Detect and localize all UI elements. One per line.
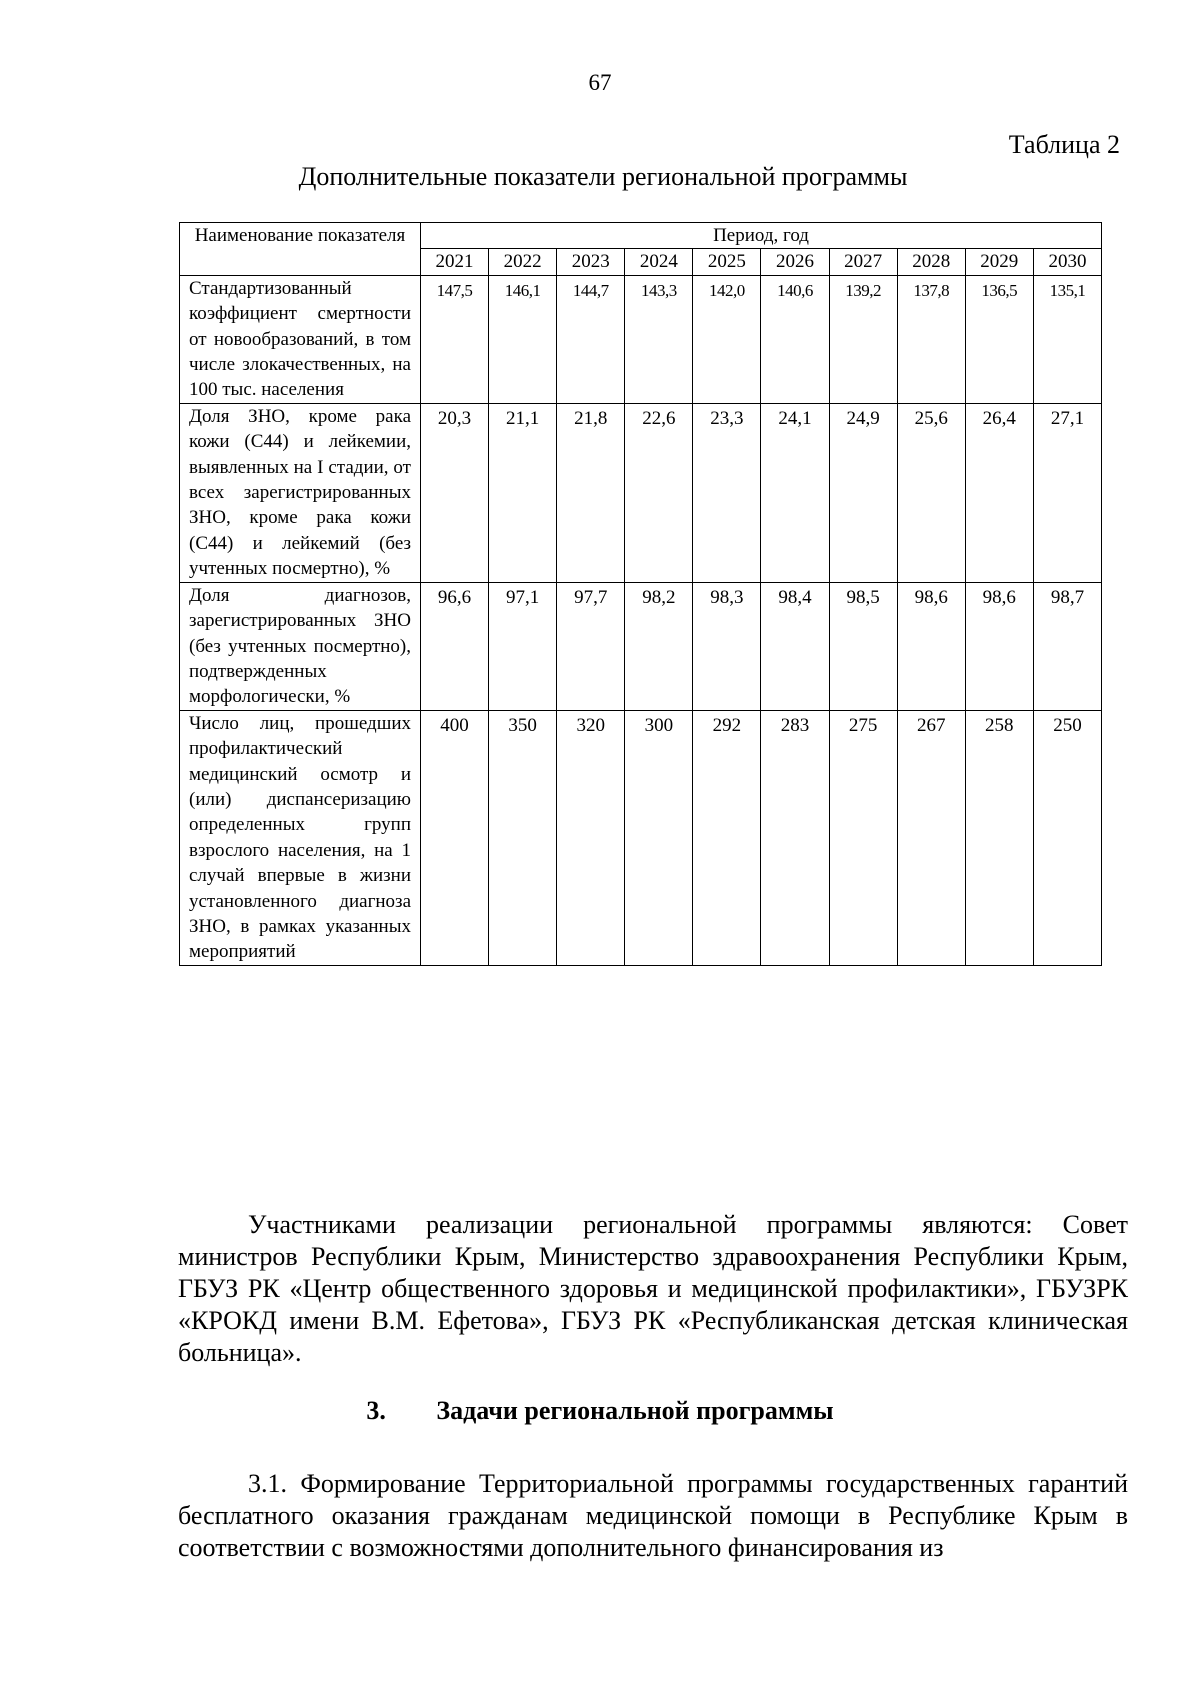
value-cell: 98,4 xyxy=(761,582,829,710)
value-cell: 26,4 xyxy=(965,403,1033,582)
year-header: 2030 xyxy=(1033,249,1101,275)
year-header: 2026 xyxy=(761,249,829,275)
section-title: Задачи региональной программы xyxy=(436,1396,834,1425)
section-heading xyxy=(0,1396,1200,1426)
value-cell: 21,1 xyxy=(489,403,557,582)
value-cell: 267 xyxy=(897,710,965,965)
value-cell: 97,7 xyxy=(557,582,625,710)
table-row xyxy=(180,582,1102,710)
value-cell: 21,8 xyxy=(557,403,625,582)
value-cell: 97,1 xyxy=(489,582,557,710)
value-cell: 98,2 xyxy=(625,582,693,710)
value-cell: 98,7 xyxy=(1033,582,1101,710)
indicator-name-cell: Стандартизованный коэффициент смертности от новообразований, в том числе злокачественных, на 100 тыс. населения xyxy=(180,275,421,403)
table-row xyxy=(180,403,1102,582)
year-header: 2029 xyxy=(965,249,1033,275)
participants-paragraph xyxy=(178,1209,1128,1369)
name-column-header: Наименование показателя xyxy=(180,223,421,276)
value-cell: 22,6 xyxy=(625,403,693,582)
year-header: 2022 xyxy=(489,249,557,275)
table-label: Таблица 2 xyxy=(1008,130,1120,159)
value-cell: 144,7 xyxy=(557,275,625,403)
value-cell: 135,1 xyxy=(1033,275,1101,403)
value-cell: 143,3 xyxy=(625,275,693,403)
value-cell: 283 xyxy=(761,710,829,965)
indicator-name-cell: Доля диагнозов, зарегистрированных ЗНО (без учтенных посмертно), подтвержденных морфологически, % xyxy=(180,582,421,710)
value-cell: 147,5 xyxy=(421,275,489,403)
section-number: 3. xyxy=(366,1396,386,1425)
value-cell: 98,6 xyxy=(965,582,1033,710)
year-header: 2028 xyxy=(897,249,965,275)
value-cell: 146,1 xyxy=(489,275,557,403)
value-cell: 96,6 xyxy=(421,582,489,710)
indicator-name-cell: Число лиц, прошедших профилактический медицинский осмотр и (или) диспансеризацию определенных групп взрослого населения, на 1 случай впервые в жизни установленного диагноза ЗНО, в рамках указанных мероприятий xyxy=(180,710,421,965)
indicator-name-cell: Доля ЗНО, кроме рака кожи (C44) и лейкемии, выявленных на I стадии, от всех зарегистрированных ЗНО, кроме рака кожи (C44) и лейкемий (без учтенных посмертно), % xyxy=(180,403,421,582)
value-cell: 98,3 xyxy=(693,582,761,710)
value-cell: 292 xyxy=(693,710,761,965)
indicators-table xyxy=(179,222,1102,966)
participants-text: Участниками реализации региональной программы являются: Совет министров Республики Крым, Министерство здравоохранения Республики Крым, ГБУЗ РК «Центр общественного здоровья и медицинской профилактики», ГБУЗРК «КРОКД имени В.М. Ефетова», ГБУЗ РК «Республиканская детская клиническая больница». xyxy=(178,1210,1128,1367)
year-header: 2021 xyxy=(421,249,489,275)
table-row xyxy=(180,710,1102,965)
value-cell: 24,9 xyxy=(829,403,897,582)
table-header-row xyxy=(180,223,1102,249)
value-cell: 140,6 xyxy=(761,275,829,403)
task-paragraph xyxy=(178,1468,1128,1564)
value-cell: 350 xyxy=(489,710,557,965)
task-text: 3.1. Формирование Территориальной программы государственных гарантий бесплатного оказания гражданам медицинской помощи в Республике Крым в соответствии с возможностями дополнительного финансирования из xyxy=(178,1469,1128,1562)
value-cell: 320 xyxy=(557,710,625,965)
year-header: 2023 xyxy=(557,249,625,275)
value-cell: 400 xyxy=(421,710,489,965)
table-row xyxy=(180,275,1102,403)
year-header: 2024 xyxy=(625,249,693,275)
value-cell: 20,3 xyxy=(421,403,489,582)
value-cell: 137,8 xyxy=(897,275,965,403)
value-cell: 27,1 xyxy=(1033,403,1101,582)
value-cell: 250 xyxy=(1033,710,1101,965)
value-cell: 23,3 xyxy=(693,403,761,582)
value-cell: 300 xyxy=(625,710,693,965)
value-cell: 258 xyxy=(965,710,1033,965)
page-number: 67 xyxy=(588,70,612,95)
value-cell: 139,2 xyxy=(829,275,897,403)
value-cell: 275 xyxy=(829,710,897,965)
year-header: 2025 xyxy=(693,249,761,275)
value-cell: 25,6 xyxy=(897,403,965,582)
value-cell: 142,0 xyxy=(693,275,761,403)
year-header: 2027 xyxy=(829,249,897,275)
value-cell: 98,5 xyxy=(829,582,897,710)
period-header: Период, год xyxy=(421,223,1102,249)
value-cell: 98,6 xyxy=(897,582,965,710)
table-title: Дополнительные показатели региональной программы xyxy=(298,162,908,191)
value-cell: 24,1 xyxy=(761,403,829,582)
value-cell: 136,5 xyxy=(965,275,1033,403)
